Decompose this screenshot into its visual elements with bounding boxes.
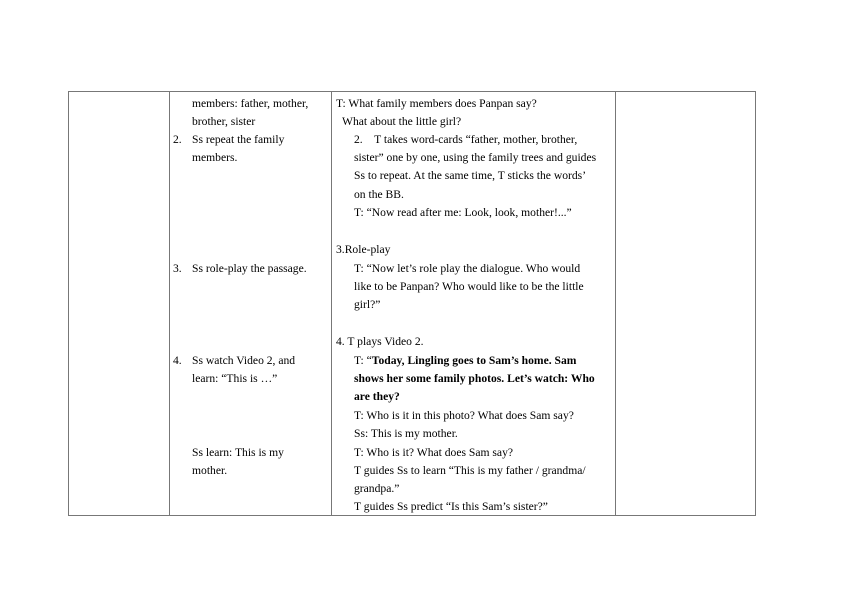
student-activity-line: members: father, mother, — [192, 97, 309, 110]
lesson-plan-table — [68, 91, 756, 516]
speech-prefix: T: “ — [354, 354, 372, 367]
teacher-activity-line: like to be Panpan? Who would like to be the little — [354, 280, 584, 293]
teacher-activity-line: shows her some family photos. Let’s watch: Who — [354, 372, 595, 385]
teacher-activity-line: are they? — [354, 390, 400, 403]
column-divider-2 — [331, 92, 332, 515]
section-heading: 4. T plays Video 2. — [336, 335, 424, 348]
teacher-activity-line: Ss: This is my mother. — [354, 427, 458, 440]
list-number: 4. — [173, 354, 182, 367]
student-activity-line: members. — [192, 151, 238, 164]
teacher-activity-line: T: Who is it in this photo? What does Sam say? — [354, 409, 574, 422]
teacher-activity-line: T: Who is it? What does Sam say? — [354, 446, 514, 459]
student-activity-line: Ss learn: This is my — [192, 446, 284, 459]
bold-text: Today, Lingling goes to Sam’s home. Sam — [371, 354, 577, 367]
section-heading: 3.Role-play — [336, 243, 391, 256]
teacher-activity-line: Ss to repeat. At the same time, T sticks the words’ — [354, 169, 587, 182]
teacher-activity-line: sister” one by one, using the family trees and guides — [354, 151, 597, 164]
teacher-activity-line: 2. T takes word-cards “father, mother, brother, — [354, 133, 578, 146]
list-number: 2. — [173, 133, 182, 146]
teacher-activity-line: T: “Now read after me: Look, look, mother!...” — [354, 206, 572, 219]
teacher-activity-line: T: “Now let’s role play the dialogue. Who would — [354, 262, 581, 275]
teacher-activity-line: T: What family members does Panpan say? — [336, 97, 537, 110]
student-activity-line: Ss repeat the family — [192, 133, 285, 146]
column-divider-3 — [615, 92, 616, 515]
teacher-activity-line: T guides Ss predict “Is this Sam’s sister?” — [354, 500, 548, 513]
student-activity-line: brother, sister — [192, 115, 256, 128]
column-divider-1 — [169, 92, 170, 515]
teacher-activity-line: What about the little girl? — [342, 115, 462, 128]
teacher-activity-line: grandpa.” — [354, 482, 400, 495]
student-activity-line: mother. — [192, 464, 228, 477]
student-activity-line: Ss role-play the passage. — [192, 262, 307, 275]
teacher-activity-line: T guides Ss to learn “This is my father / grandma/ — [354, 464, 586, 477]
student-activity-line: Ss watch Video 2, and — [192, 354, 296, 367]
teacher-activity-line: girl?” — [354, 298, 381, 311]
teacher-activity-line — [354, 353, 576, 369]
teacher-activity-line: on the BB. — [354, 188, 404, 201]
list-number: 3. — [173, 262, 182, 275]
student-activity-line: learn: “This is …” — [192, 372, 278, 385]
